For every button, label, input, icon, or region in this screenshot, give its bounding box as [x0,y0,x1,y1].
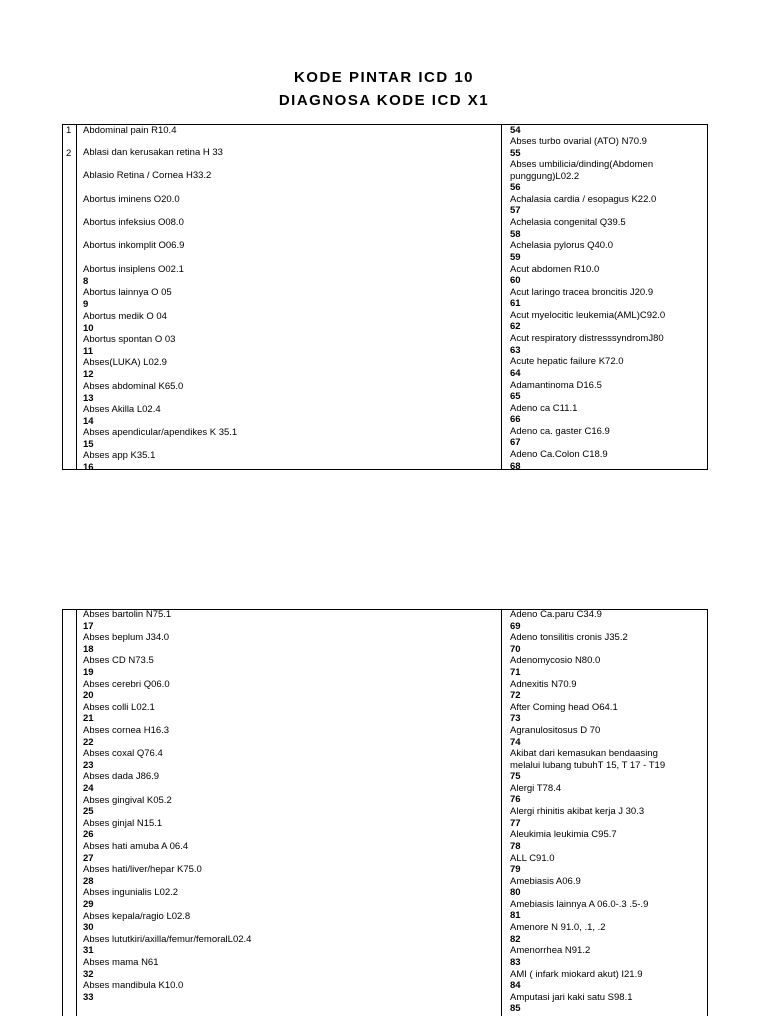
table-entry [83,934,251,957]
entry-number: 81 [510,910,521,922]
table-entry [83,748,163,771]
table-entry [83,194,180,206]
diagnosis-text: Abses abdominal K65.0 [83,381,184,392]
diagnosis-text: Alergi rhinitis akibat kerja J 30.3 [510,806,645,818]
entry-number: 8 [83,275,89,287]
entry-number: 82 [510,933,521,945]
diagnosis-text: Adeno tonsilitis cronis J35.2 [510,632,628,644]
table-entry [510,159,653,194]
table-entry [83,217,184,229]
entry-number: 61 [510,298,521,310]
table-entry [510,899,648,922]
table-entry [510,310,665,333]
diagnosis-text: Abses Akilla L02.4 [83,404,161,415]
entry-number: 24 [83,782,94,794]
table-entry [510,945,590,968]
diagnosis-text: Ablasio Retina / Cornea H33.2 [83,170,212,181]
table-entry [510,380,602,403]
diagnosis-text: Adeno Ca.Colon C18.9 [510,449,608,461]
diagnosis-text: Abses mandibula K10.0 [83,980,184,992]
entry-number: 18 [83,643,94,655]
diagnosis-text: Abortus iminens O20.0 [83,194,180,205]
table-entry [510,725,600,748]
entry-number: 11 [83,345,94,357]
diagnosis-text: Acut myelocitic leukemia(AML)C92.0 [510,309,666,321]
table-entry [83,911,190,934]
table-entry [510,333,664,356]
table-entry [510,240,613,263]
entry-number: 60 [510,275,521,286]
entry-number: 68 [510,460,521,472]
table-entry [83,771,159,794]
entry-number: 14 [83,415,94,427]
entry-number: 65 [510,391,521,402]
entry-number: 56 [510,182,521,194]
table-entry [510,403,577,426]
diagnosis-text: Abses coxal Q76.4 [83,748,163,760]
table-entry [510,449,608,472]
entry-number: 55 [510,147,521,159]
table-entry [83,795,172,818]
table-entry [510,969,643,992]
table-entry [510,702,618,725]
diagnosis-text: Abses apendicular/apendikes K 35.1 [83,427,238,438]
table-entry [83,287,172,310]
icd-table-1 [62,124,708,473]
entry-number: 26 [83,829,94,841]
entry-number: 19 [83,666,94,678]
table-entry [510,829,617,852]
diagnosis-text: Agranulositosus D 70 [510,725,601,736]
diagnosis-text: Amenore N 91.0, .1, .2 [510,922,606,934]
diagnosis-text: Adeno Ca.paru C34.9 [510,609,602,620]
document-title: KODE PINTAR ICD 10 [293,69,475,86]
diagnosis-text: Ablasi dan kerusakan retina H 33 [83,147,223,158]
diagnosis-text-continued: melalui lubang tubuhT 15, T 17 - T19 [510,759,666,771]
table-entry [83,980,183,1003]
table-entry [83,887,178,910]
entry-number: 17 [83,620,94,632]
entry-number: 25 [83,806,94,818]
diagnosis-text: Achelasia congenital Q39.5 [510,217,626,229]
document-subtitle: DIAGNOSA KODE ICD X1 [278,92,490,109]
entry-number: 69 [510,620,521,632]
entry-number: 67 [510,437,521,449]
diagnosis-text: Abses turbo ovarial (ATO) N70.9 [510,136,647,147]
table-entry [83,655,154,678]
table-entry [83,381,183,404]
entry-number: 64 [510,367,521,379]
diagnosis-text-continued: punggung)L02.2 [510,170,580,182]
entry-number: 79 [510,864,521,875]
diagnosis-text: Abses ginjal N15.1 [83,817,163,829]
table-entry [83,147,223,159]
diagnosis-text: Adeno ca. gaster C16.9 [510,425,610,437]
diagnosis-text: Abortus inkomplit O06.9 [83,240,185,251]
column-divider [501,610,502,1016]
diagnosis-text: Akibat dari kemasukan bendaasing [510,748,658,760]
diagnosis-text: Abortus spontan O 03 [83,334,176,345]
table-entry [510,217,626,240]
table-entry [83,725,169,748]
entry-number: 83 [510,956,521,968]
entry-number: 33 [83,991,94,1003]
row-number: 2 [66,148,72,159]
entry-number: 20 [83,690,94,702]
diagnosis-text: Abses(LUKA) L02.9 [83,357,167,368]
table-entry [83,357,167,380]
table-entry [510,136,647,159]
table-entry [83,450,155,473]
diagnosis-text: Abses beplum J34.0 [83,632,170,644]
diagnosis-text: Abses cornea H16.3 [83,725,170,736]
table-entry [510,264,599,287]
table-entry [510,632,628,655]
entry-number: 85 [510,1003,521,1015]
diagnosis-text: Acut laringo tracea broncitis J20.9 [510,286,654,298]
table-entry [83,170,211,182]
entry-number: 54 [510,125,521,136]
diagnosis-text: Acut abdomen R10.0 [510,263,600,275]
entry-number: 74 [510,736,521,748]
entry-number: 66 [510,414,521,426]
entry-number: 27 [83,852,94,864]
diagnosis-text: Achelasia pylorus Q40.0 [510,240,613,252]
table-entry [83,240,184,252]
entry-number: 29 [83,898,94,910]
entry-number: 57 [510,205,521,217]
entry-number: 21 [83,713,94,725]
row-number: 1 [66,125,72,136]
table-entry [510,992,633,1015]
diagnosis-text: Abses CD N73.5 [83,655,154,667]
table-entry [510,426,610,449]
entry-number: 15 [83,438,94,450]
table-entry [510,853,555,876]
diagnosis-text: Adenomycosio N80.0 [510,655,601,667]
table-entry [83,632,169,655]
diagnosis-text: Adnexitis N70.9 [510,678,577,690]
diagnosis-text: Abses lututkiri/axilla/femur/femoralL02.4 [83,933,252,945]
table-entry [83,264,184,287]
diagnosis-text: Abses umbilicia/dinding(Abdomen [510,159,654,171]
entry-number: 59 [510,251,521,263]
entry-number: 12 [83,368,94,380]
diagnosis-text: Abses dada J86.9 [83,771,160,783]
table-entry [83,818,162,841]
entry-number: 75 [510,771,521,783]
entry-number: 62 [510,321,521,333]
entry-number: 58 [510,228,521,240]
table-entry [83,311,167,334]
diagnosis-text: Alergi T78.4 [510,782,562,794]
diagnosis-text: Abses colli L02.1 [83,701,155,713]
entry-number: 23 [83,759,94,771]
entry-number: 76 [510,794,521,806]
table-entry [83,864,202,887]
entry-number: 10 [83,322,94,334]
icd-table-2 [62,609,708,1016]
table-entry [510,748,665,783]
entry-number: 31 [83,945,94,957]
table-entry [83,404,161,427]
table-entry [83,841,188,864]
diagnosis-text: Abortus infeksius O08.0 [83,217,184,228]
diagnosis-text: Abses hati amuba A 06.4 [83,841,189,852]
table-entry [83,957,159,980]
table-entry [83,427,237,450]
table-entry [83,679,170,702]
diagnosis-text: Abortus insiplens O02.1 [83,264,184,275]
entry-number: 80 [510,887,521,899]
entry-number: 78 [510,840,521,852]
entry-number: 77 [510,817,521,829]
diagnosis-text: Abses bartolin N75.1 [83,609,172,620]
diagnosis-text: Abses kepala/ragio L02.8 [83,910,191,922]
diagnosis-text: Amebiasis A06.9 [510,875,581,887]
diagnosis-text: Abses app K35.1 [83,450,156,461]
diagnosis-text: Abdominal pain R10.4 [83,125,177,136]
entry-number: 28 [83,875,94,887]
diagnosis-text: After Coming head O64.1 [510,701,618,713]
table-entry [510,356,624,379]
table-entry [510,876,581,899]
diagnosis-text: Amenorrhea N91.2 [510,945,591,957]
diagnosis-text: Abortus lainnya O 05 [83,287,172,298]
table-entry [83,609,171,632]
table-entry [83,125,176,137]
diagnosis-text: Aleukimia leukimia C95.7 [510,829,617,841]
table-entry [83,334,175,357]
diagnosis-text: Adamantinoma D16.5 [510,379,602,391]
column-divider [501,125,502,469]
diagnosis-text: Acut respiratory distresssyndromJ80 [510,333,664,345]
entry-number: 30 [83,922,94,934]
entry-number: 73 [510,713,521,725]
table-entry [510,194,656,217]
diagnosis-text: Amebiasis lainnya A 06.0-.3 .5-.9 [510,898,649,910]
entry-number: 63 [510,344,521,356]
table-entry [510,655,600,678]
entry-number: 9 [83,298,89,310]
table-entry [510,609,602,632]
entry-number: 72 [510,690,521,702]
diagnosis-text: Abses cerebri Q06.0 [83,678,170,690]
table-entry [510,806,644,829]
entry-number: 13 [83,392,94,404]
diagnosis-text: Abses gingival K05.2 [83,794,172,806]
column-divider [76,125,77,469]
diagnosis-text: Abses ingunialis L02.2 [83,887,179,899]
diagnosis-text: Amputasi jari kaki satu S98.1 [510,991,633,1003]
diagnosis-text: ALL C91.0 [510,852,555,864]
diagnosis-text: Abses hati/liver/hepar K75.0 [83,864,202,876]
diagnosis-text: Abses mama N61 [83,957,159,968]
entry-number: 16 [83,461,94,473]
diagnosis-text: Adeno ca C11.1 [510,402,578,414]
diagnosis-text: Acute hepatic failure K72.0 [510,356,624,368]
entry-number: 22 [83,736,94,748]
table-entry [510,922,606,945]
table-entry [83,702,155,725]
entry-number: 70 [510,643,521,655]
table-entry [510,287,653,310]
diagnosis-text: Abortus medik O 04 [83,311,167,322]
entry-number: 71 [510,666,521,678]
table-entry [510,679,577,702]
entry-number: 32 [83,968,94,980]
diagnosis-text: Achalasia cardia / esopagus K22.0 [510,193,657,205]
table-entry [510,783,561,806]
column-divider [76,610,77,1016]
diagnosis-text: AMI ( infark miokard akut) I21.9 [510,968,643,980]
entry-number: 84 [510,980,521,991]
